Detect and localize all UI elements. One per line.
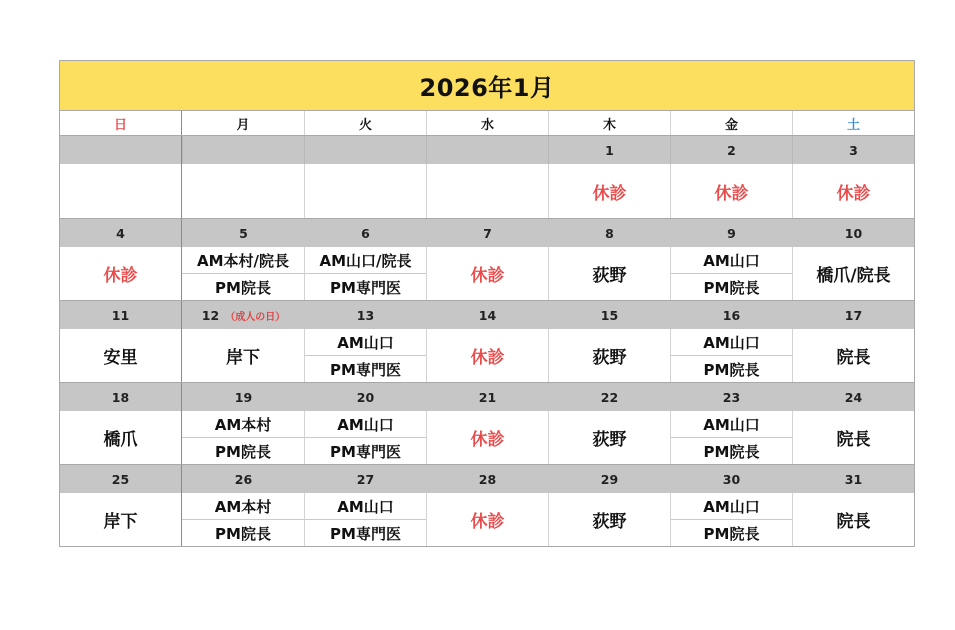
- doctor-name: 院長: [792, 411, 914, 464]
- date-row: [60, 301, 914, 329]
- doctor-name: 院長: [792, 493, 914, 546]
- schedule-cell-split: [304, 493, 426, 546]
- calendar-title: 2026年1月: [60, 61, 914, 111]
- closed-label: 休診: [670, 164, 792, 218]
- date-number: [60, 136, 182, 164]
- date-number: [426, 136, 548, 164]
- date-number: [548, 219, 670, 247]
- doctor-name: 岸下: [60, 493, 182, 546]
- pm-doctor: PM専門医: [330, 278, 401, 297]
- schedule-cell-empty: [304, 164, 426, 218]
- schedule-cell-split: [182, 247, 304, 300]
- schedule-cell-split: [670, 493, 792, 546]
- doctor-name: 荻野: [548, 493, 670, 546]
- date-number: [670, 301, 792, 329]
- pm-doctor: PM院長: [703, 278, 760, 297]
- am-doctor: AM山口: [671, 493, 792, 520]
- doctor-name: 荻野: [548, 247, 670, 300]
- date-number: [426, 301, 548, 329]
- date-label: 24: [844, 389, 863, 405]
- date-label: 18: [111, 389, 130, 405]
- am-doctor: AM山口/院長: [305, 247, 426, 274]
- weekday-saturday: 土: [792, 111, 914, 135]
- date-label: 22: [600, 389, 619, 405]
- date-number: [792, 219, 914, 247]
- date-number: [792, 465, 914, 493]
- date-number: [60, 301, 182, 329]
- weekday-monday: 月: [236, 117, 250, 133]
- date-label: 11: [111, 307, 130, 323]
- date-number: [670, 383, 792, 411]
- schedule-cell-empty: [182, 164, 304, 218]
- date-label: 8: [605, 225, 614, 241]
- am-doctor: AM山口: [671, 329, 792, 356]
- schedule-cell-split: [670, 411, 792, 464]
- date-label: 25: [111, 471, 130, 487]
- doctor-name: 荻野: [548, 329, 670, 382]
- date-label: 16: [722, 307, 741, 323]
- date-label: 2: [727, 142, 736, 158]
- date-number: [182, 383, 304, 411]
- doctor-name: 荻野: [548, 411, 670, 464]
- schedule-row: [60, 411, 914, 465]
- date-number: [792, 301, 914, 329]
- weekday-wednesday: 水: [426, 111, 548, 135]
- am-doctor: AM山口: [305, 411, 426, 438]
- doctor-name: 院長: [792, 329, 914, 382]
- date-number: [182, 219, 304, 247]
- am-doctor: AM山口: [671, 411, 792, 438]
- date-number: [60, 219, 182, 247]
- date-number: [670, 136, 792, 164]
- date-number: [304, 383, 426, 411]
- am-doctor: AM本村: [182, 493, 304, 520]
- schedule-cell-split: [670, 247, 792, 300]
- weeks-container: [60, 136, 914, 546]
- schedule-cell-empty: [60, 164, 182, 218]
- date-label: 5: [239, 225, 248, 241]
- date-row: [60, 383, 914, 411]
- closed-label: 休診: [60, 247, 182, 300]
- date-label: 26: [234, 471, 253, 487]
- date-label: 7: [483, 225, 492, 241]
- date-number: [182, 136, 304, 164]
- date-number: [670, 219, 792, 247]
- date-label: 21: [478, 389, 497, 405]
- date-number: [60, 465, 182, 493]
- holiday-note: （成人の日）: [225, 311, 286, 323]
- schedule-row: [60, 164, 914, 219]
- schedule-cell-split: [182, 411, 304, 464]
- date-number: [182, 301, 304, 329]
- closed-label: 休診: [426, 247, 548, 300]
- date-number: [548, 301, 670, 329]
- date-number: [304, 301, 426, 329]
- date-number: [304, 219, 426, 247]
- date-number: [304, 136, 426, 164]
- pm-doctor: PM専門医: [330, 360, 401, 379]
- pm-doctor: PM専門医: [330, 442, 401, 461]
- date-label: 3: [849, 142, 858, 158]
- date-label: 19: [234, 389, 253, 405]
- am-doctor: AM山口: [305, 329, 426, 356]
- pm-doctor: PM院長: [703, 360, 760, 379]
- weekday-friday: 金: [670, 111, 792, 135]
- date-number: [548, 136, 670, 164]
- date-number: [182, 465, 304, 493]
- date-label: 6: [361, 225, 370, 241]
- date-number: [304, 465, 426, 493]
- date-row: [60, 136, 914, 164]
- closed-label: 休診: [426, 493, 548, 546]
- date-label: 29: [600, 471, 619, 487]
- am-doctor: AM山口: [671, 247, 792, 274]
- schedule-cell-split: [182, 493, 304, 546]
- date-number: [670, 465, 792, 493]
- date-number: [60, 383, 182, 411]
- date-label: 1: [605, 142, 614, 158]
- date-label: 10: [844, 225, 863, 241]
- date-label: 9: [727, 225, 736, 241]
- schedule-row: [60, 329, 914, 383]
- am-doctor: AM本村/院長: [182, 247, 304, 274]
- weekday-sunday: 日: [60, 111, 182, 135]
- pm-doctor: PM院長: [215, 442, 271, 461]
- date-label: 12: [201, 307, 220, 323]
- am-doctor: AM本村: [182, 411, 304, 438]
- date-row: [60, 219, 914, 247]
- date-label: 14: [478, 307, 497, 323]
- pm-doctor: PM院長: [703, 442, 760, 461]
- date-number: [426, 219, 548, 247]
- pm-doctor: PM院長: [215, 524, 271, 543]
- doctor-name: 安里: [60, 329, 182, 382]
- closed-label: 休診: [548, 164, 670, 218]
- am-doctor: AM山口: [305, 493, 426, 520]
- schedule-row: [60, 493, 914, 546]
- pm-doctor: PM専門医: [330, 524, 401, 543]
- date-number: [426, 383, 548, 411]
- schedule-cell-empty: [426, 164, 548, 218]
- date-number: [548, 383, 670, 411]
- schedule-cell-split: [670, 329, 792, 382]
- schedule-cell-split: [304, 411, 426, 464]
- date-label: 30: [722, 471, 741, 487]
- date-label: 27: [356, 471, 375, 487]
- date-number: [548, 465, 670, 493]
- pm-doctor: PM院長: [703, 524, 760, 543]
- weekday-tuesday: 火: [304, 111, 426, 135]
- date-row: [60, 465, 914, 493]
- date-label: 15: [600, 307, 619, 323]
- date-number: [792, 136, 914, 164]
- closed-label: 休診: [792, 164, 914, 218]
- weekday-thursday: 木: [548, 111, 670, 135]
- date-label: 4: [116, 225, 125, 241]
- date-number: [792, 383, 914, 411]
- date-label: 31: [844, 471, 863, 487]
- closed-label: 休診: [426, 411, 548, 464]
- pm-doctor: PM院長: [215, 278, 271, 297]
- date-label: 23: [722, 389, 741, 405]
- date-label: 17: [844, 307, 863, 323]
- doctor-name: 橋爪: [60, 411, 182, 464]
- date-label: 28: [478, 471, 497, 487]
- closed-label: 休診: [426, 329, 548, 382]
- date-label: 13: [356, 307, 375, 323]
- calendar: [59, 60, 915, 547]
- date-label: 20: [356, 389, 375, 405]
- schedule-cell-split: [304, 247, 426, 300]
- schedule-row: [60, 247, 914, 301]
- doctor-name: 岸下: [226, 348, 260, 368]
- date-number: [426, 465, 548, 493]
- doctor-name: 橋爪/院長: [792, 247, 914, 300]
- weekday-header: [60, 111, 914, 136]
- schedule-cell-split: [304, 329, 426, 382]
